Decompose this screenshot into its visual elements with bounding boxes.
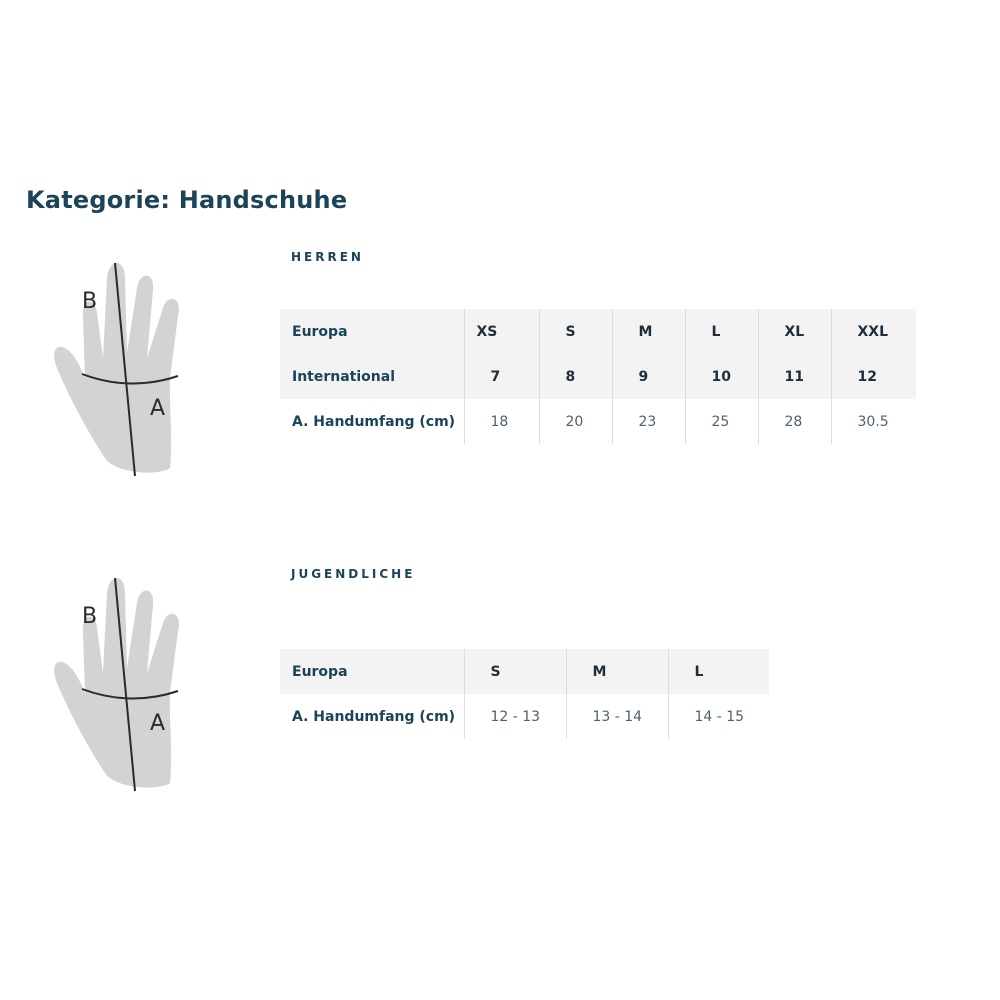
- table-cell: 12: [831, 354, 916, 399]
- size-table-jugendliche: [280, 649, 769, 739]
- table-cell: XL: [758, 309, 831, 354]
- hand-shape: [54, 263, 179, 473]
- table-cell: 18: [464, 399, 539, 444]
- table-cell: L: [685, 309, 758, 354]
- table-cell: 9: [612, 354, 685, 399]
- table-cell: 10: [685, 354, 758, 399]
- table-cell: 28: [758, 399, 831, 444]
- table-cell: 11: [758, 354, 831, 399]
- hand-label-a: A: [150, 396, 166, 421]
- table-cell: M: [566, 649, 668, 694]
- table-row-europa: [280, 309, 916, 354]
- table-row-handumfang: [280, 399, 916, 444]
- row-label: A. Handumfang (cm): [292, 708, 456, 725]
- table-row-europa: [280, 649, 769, 694]
- hand-label-b: B: [82, 604, 98, 629]
- hand-label-b: B: [82, 289, 98, 314]
- table-cell: 7: [464, 354, 539, 399]
- table-cell: 14 - 15: [668, 694, 769, 739]
- table-row-handumfang: [280, 694, 769, 739]
- table-cell: 13 - 14: [566, 694, 668, 739]
- section-label-herren: HERREN: [291, 250, 364, 264]
- table-cell: 25: [685, 399, 758, 444]
- table-cell: S: [539, 309, 612, 354]
- table-cell: S: [464, 649, 566, 694]
- row-label: Europa: [280, 649, 464, 694]
- table-cell: XS: [464, 309, 539, 354]
- size-table-herren: [280, 309, 916, 444]
- table-cell: M: [612, 309, 685, 354]
- row-label: A. Handumfang (cm): [292, 413, 456, 430]
- table-cell: 12 - 13: [464, 694, 566, 739]
- hand-measurement-icon: [45, 258, 195, 488]
- hand-label-a: A: [150, 711, 166, 736]
- table-cell: 23: [612, 399, 685, 444]
- table-cell: 20: [539, 399, 612, 444]
- table-cell: XXL: [831, 309, 916, 354]
- hand-shape: [54, 578, 179, 788]
- page-title: Kategorie: Handschuhe: [26, 186, 348, 214]
- table-cell: 8: [539, 354, 612, 399]
- row-label: Europa: [280, 309, 464, 354]
- table-cell: 30.5: [831, 399, 916, 444]
- section-label-jugendliche: JUGENDLICHE: [291, 567, 416, 581]
- hand-measurement-icon: [45, 573, 195, 803]
- table-cell: L: [668, 649, 769, 694]
- table-row-international: [280, 354, 916, 399]
- row-label: International: [280, 354, 464, 399]
